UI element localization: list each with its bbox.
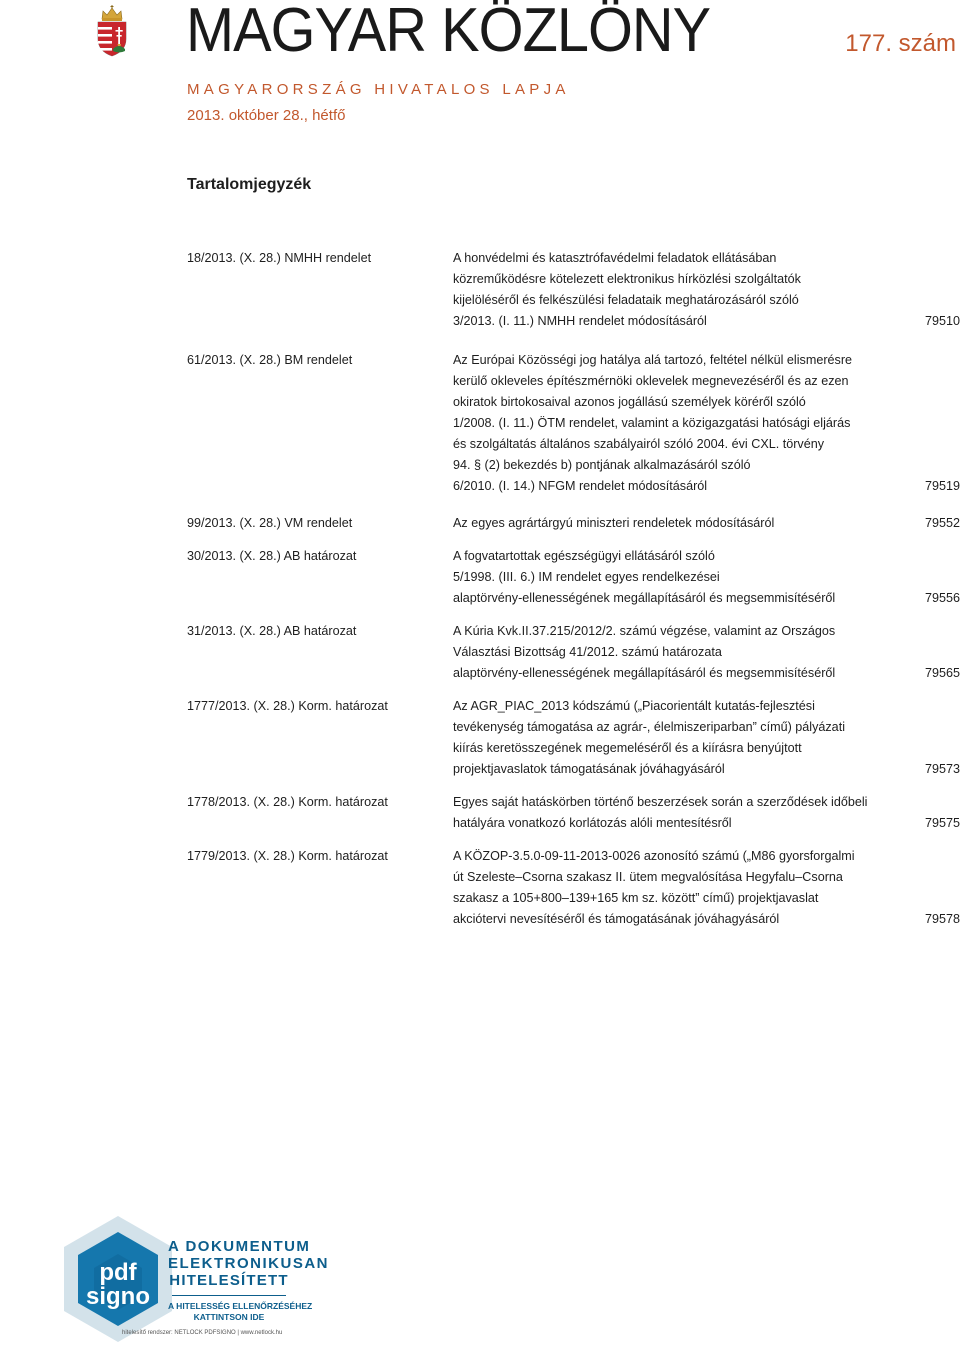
toc-entry-ref: 61/2013. (X. 28.) BM rendelet xyxy=(187,353,353,367)
toc-entry-description xyxy=(453,792,913,834)
pdfsigno-logo-text-1: pdf xyxy=(99,1259,137,1286)
stamp-line: HITELESÍTETT xyxy=(169,1272,289,1289)
toc-entry[interactable] xyxy=(187,546,960,609)
toc-entry-line: projektjavaslatok támogatásának jóváhagyásáról xyxy=(453,762,725,776)
toc-entry-page: 79575 xyxy=(924,816,960,830)
toc-entry-description xyxy=(453,350,913,497)
toc-entry-line: A honvédelmi és katasztrófavédelmi feladatok ellátásában xyxy=(453,251,777,265)
toc-entry-line: kerülő okleveles építészmérnöki oklevelek megnevezéséről és az ezen xyxy=(453,374,849,388)
toc-entry-line: Az Európai Közösségi jog hatálya alá tartozó, feltétel nélkül elismerésre xyxy=(453,353,853,367)
table-of-contents xyxy=(187,248,960,930)
toc-entry-description xyxy=(453,513,913,534)
toc-entry-description xyxy=(453,846,913,930)
publication-title: MAGYAR KÖZLÖNY xyxy=(186,0,711,65)
toc-entry-line: okiratok birtokosaival azonos jogállású személyek köréről szóló xyxy=(453,395,806,409)
toc-entry-line: A KÖZOP-3.5.0-09-11-2013-0026 azonosító számú („M86 gyorsforgalmi xyxy=(453,849,855,863)
pdfsigno-logo-text-2: signo xyxy=(86,1283,150,1310)
toc-entry[interactable] xyxy=(187,846,960,930)
toc-entry-line: hatályára vonatkozó korlátozás alóli mentesítésről xyxy=(453,816,732,830)
stamp-verify-text: A HITELESSÉG ELLENŐRZÉSÉHEZ xyxy=(168,1301,313,1311)
toc-entry-page: 79519 xyxy=(924,479,960,493)
toc-entry-ref: 31/2013. (X. 28.) AB határozat xyxy=(187,624,357,638)
toc-entry-line: Az egyes agrártárgyú miniszteri rendeletek módosításáról xyxy=(453,516,775,530)
stamp-line: A DOKUMENTUM xyxy=(168,1238,311,1255)
toc-entry-line: 94. § (2) bekezdés b) pontjának alkalmazásáról szóló xyxy=(453,458,751,472)
toc-entry-ref: 18/2013. (X. 28.) NMHH rendelet xyxy=(187,251,372,265)
pdfsigno-logo-icon xyxy=(58,1214,178,1346)
toc-entry-page: 79578 xyxy=(924,912,960,926)
toc-entry-line: Az AGR_PIAC_2013 kódszámú („Piacorientált kutatás-fejlesztési xyxy=(453,699,815,713)
toc-entry-line: 3/2013. (I. 11.) NMHH rendelet módosításáról xyxy=(453,314,707,328)
stamp-line: ELEKTRONIKUSAN xyxy=(168,1255,330,1272)
verification-stamp[interactable] xyxy=(58,1214,330,1346)
publication-subtitle: MAGYARORSZÁG HIVATALOS LAPJA xyxy=(187,81,570,98)
toc-entry-line: 5/1998. (III. 6.) IM rendelet egyes rendelkezései xyxy=(453,570,720,584)
toc-entry-page: 79573 xyxy=(924,762,960,776)
toc-entry-line: akciótervi nevesítéséről és támogatásának jóváhagyásáról xyxy=(453,912,780,926)
stamp-divider xyxy=(172,1295,286,1296)
toc-entry-line: kijelöléséről és felkészülési feladataik meghatározásáról szóló xyxy=(453,293,799,307)
toc-entry-page: 79565 xyxy=(924,666,960,680)
toc-entry-line: kiírás keretösszegének megemeléséről és a kiírásra benyújtott xyxy=(453,741,802,755)
toc-entry-page: 79556 xyxy=(924,591,960,605)
toc-entry-description xyxy=(453,621,913,684)
toc-entry[interactable] xyxy=(187,792,960,834)
toc-entry-line: 1/2008. (I. 11.) ÖTM rendelet, valamint a közigazgatási hatósági eljárás xyxy=(453,416,851,430)
stamp-footer: hitelesítő rendszer: NETLOCK PDFSIGNO | www.netlock.hu xyxy=(122,1330,283,1336)
toc-heading: Tartalomjegyzék xyxy=(187,176,312,193)
toc-entry-page: 79552 xyxy=(924,516,960,530)
toc-entry-description xyxy=(453,248,913,332)
toc-entry-line: és szolgáltatás általános szabályairól szóló 2004. évi CXL. törvény xyxy=(453,437,825,451)
toc-entry-line: A Kúria Kvk.II.37.215/2012/2. számú végzése, valamint az Országos xyxy=(453,624,836,638)
toc-entry-line: alaptörvény-ellenességének megállapításáról és megsemmisítéséről xyxy=(453,591,836,605)
stamp-click-link[interactable]: KATTINTSON IDE xyxy=(193,1312,265,1322)
issue-date: 2013. október 28., hétfő xyxy=(187,107,346,124)
toc-entry-line: Választási Bizottság 41/2012. számú határozata xyxy=(453,645,722,659)
toc-entry-line: alaptörvény-ellenességének megállapításáról és megsemmisítéséről xyxy=(453,666,836,680)
toc-entry-line: A fogvatartottak egészségügyi ellátásáról szóló xyxy=(453,549,715,563)
toc-entry[interactable] xyxy=(187,696,960,780)
toc-entry-ref: 1777/2013. (X. 28.) Korm. határozat xyxy=(187,699,388,713)
toc-entry-line: szakasz a 105+800–139+165 km sz. között” című) projektjavaslat xyxy=(453,891,819,905)
toc-entry[interactable] xyxy=(187,350,960,497)
toc-entry-line: Egyes saját hatáskörben történő beszerzések során a szerződések időbeli xyxy=(453,795,868,809)
toc-entry-ref: 1778/2013. (X. 28.) Korm. határozat xyxy=(187,795,388,809)
toc-entry-line: közreműködésre kötelezett elektronikus hírközlési szolgáltatók xyxy=(453,272,801,286)
toc-entry[interactable] xyxy=(187,621,960,684)
toc-entry-line: tevékenység támogatása az agrár-, élelmiszeriparban” című) pályázati xyxy=(453,720,845,734)
toc-entry-page: 79510 xyxy=(924,314,960,328)
coat-of-arms-icon xyxy=(94,5,130,57)
issue-number: 177. szám xyxy=(845,30,956,57)
toc-entry-line: 6/2010. (I. 14.) NFGM rendelet módosításáról xyxy=(453,479,708,493)
toc-entry-ref: 30/2013. (X. 28.) AB határozat xyxy=(187,549,357,563)
toc-entry-ref: 1779/2013. (X. 28.) Korm. határozat xyxy=(187,849,388,863)
toc-entry-line: út Szeleste–Csorna szakasz II. ütem megvalósítása Hegyfalu–Csorna xyxy=(453,870,843,884)
toc-entry-description xyxy=(453,696,913,780)
toc-entry[interactable] xyxy=(187,248,960,332)
toc-entry-description xyxy=(453,546,913,609)
toc-entry[interactable] xyxy=(187,513,960,534)
toc-entry-ref: 99/2013. (X. 28.) VM rendelet xyxy=(187,516,353,530)
stamp-text-block xyxy=(168,1238,330,1323)
